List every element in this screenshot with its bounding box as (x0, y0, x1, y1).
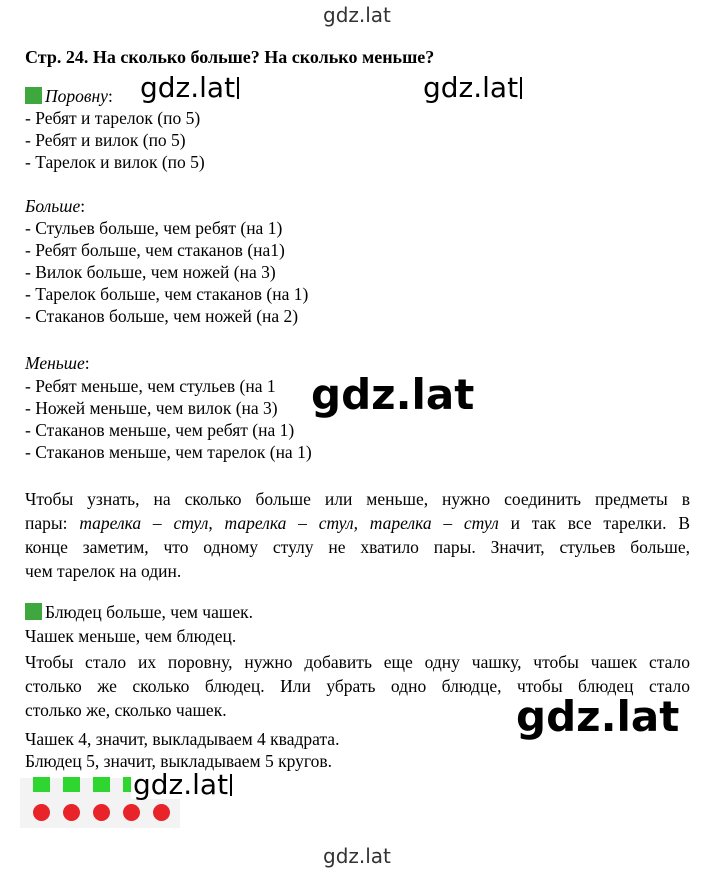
cup-square (63, 777, 80, 792)
less-item: - Ребят меньше, чем стульев (на 1 (25, 376, 276, 396)
task2-line: Чтобы стало их поровну, нужно добавить еще одну чашку, чтобы чашек стало (25, 652, 690, 672)
saucer-circle (153, 804, 170, 821)
less-heading: Меньше: (25, 353, 90, 373)
less-item: - Стаканов меньше, чем ребят (на 1) (25, 420, 295, 440)
watermark-center: gdz.lat (311, 370, 475, 419)
equal-item: - Тарелок и вилок (по 5) (25, 152, 205, 172)
saucer-circle (123, 804, 140, 821)
more-item: - Стаканов больше, чем ножей (на 2) (25, 306, 299, 326)
more-item: - Вилок больше, чем ножей (на 3) (25, 262, 276, 282)
squares-row (33, 777, 140, 792)
saucer-circle (33, 804, 50, 821)
more-item: - Ребят больше, чем стаканов (на1) (25, 240, 285, 260)
less-item: - Ножей меньше, чем вилок (на 3) (25, 398, 278, 418)
more-item: - Стульев больше, чем ребят (на 1) (25, 218, 283, 238)
task2-line: столько же сколько блюдец. Или убрать одно блюдце, чтобы блюдец стало (25, 676, 690, 696)
circles-row (33, 804, 170, 821)
task2-line: столько же, сколько чашек. (25, 700, 227, 720)
explanation-line: чем тарелок на один. (25, 561, 182, 581)
watermark-mid-right: gdz.lat (423, 74, 522, 102)
explanation-line: пары: тарелка – стул, тарелка – стул, тарелка – стул и так все тарелки. В (25, 513, 691, 533)
watermark-bottom-left: gdz.lat (131, 771, 234, 799)
cup-square (93, 777, 110, 792)
explanation-paragraph (25, 487, 690, 583)
task2-line: Чашек 4, значит, выкладываем 4 квадрата. (25, 729, 340, 749)
watermark-bottom: gdz.lat (323, 844, 391, 868)
less-item: - Стаканов меньше, чем тарелок (на 1) (25, 442, 312, 462)
task2-line: Блюдец 5, значит, выкладываем 5 кругов. (25, 751, 332, 771)
saucer-circle (63, 804, 80, 821)
watermark-top: gdz.lat (323, 3, 391, 27)
equal-heading: Поровну: (25, 86, 113, 107)
saucer-circle (93, 804, 110, 821)
more-item: - Тарелок больше, чем стаканов (на 1) (25, 284, 309, 304)
task2-line: Блюдец больше, чем чашек. (25, 602, 253, 623)
green-square-marker (25, 603, 42, 620)
task2-line: Чашек меньше, чем блюдец. (25, 626, 237, 646)
explanation-line: Чтобы узнать, на сколько больше или меньше, нужно соединить предметы в (25, 489, 690, 509)
cup-square (33, 777, 50, 792)
green-square-marker (25, 87, 42, 104)
more-heading: Больше: (25, 196, 86, 216)
explanation-line: конце заметим, что одному стулу не хватило пары. Значит, стульев больше, (25, 537, 690, 557)
equal-item: - Ребят и тарелок (по 5) (25, 108, 201, 128)
watermark-right: gdz.lat (516, 692, 680, 741)
watermark-mid-left: gdz.lat (140, 74, 239, 102)
page-title: Стр. 24. На сколько больше? На сколько меньше? (25, 47, 435, 67)
equal-item: - Ребят и вилок (по 5) (25, 130, 186, 150)
